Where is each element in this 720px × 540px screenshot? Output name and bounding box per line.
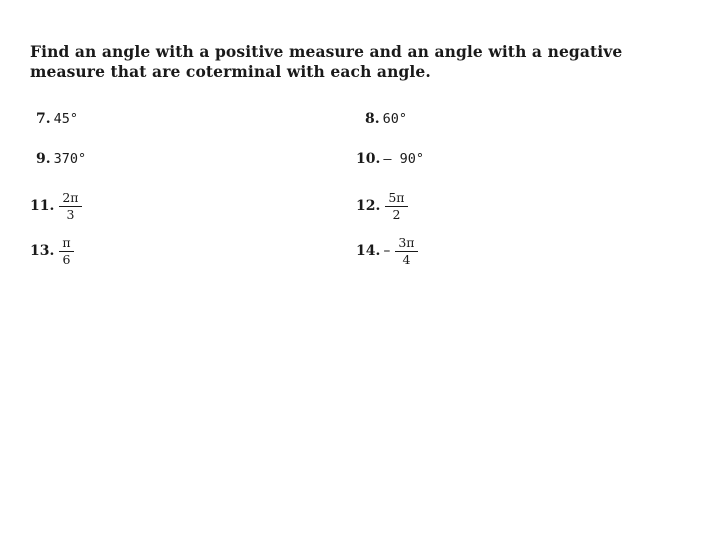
negative-sign: – bbox=[383, 243, 391, 259]
fraction-numerator: 3π bbox=[395, 236, 417, 252]
problem-number: 10. bbox=[356, 151, 381, 167]
angle-value: 370° bbox=[53, 151, 87, 167]
problem-8 bbox=[365, 99, 407, 139]
fraction-numerator: 5π bbox=[385, 191, 407, 207]
problem-number: 9. bbox=[36, 151, 51, 167]
instructions-text: Find an angle with a positive measure and an angle with a negative measure that are coterminal with each angle. bbox=[30, 42, 623, 81]
problem-number: 11. bbox=[30, 198, 55, 214]
problem-12 bbox=[356, 186, 408, 226]
fraction-denominator: 3 bbox=[66, 206, 75, 222]
problem-number: 8. bbox=[365, 111, 380, 127]
angle-value: – 90° bbox=[383, 151, 424, 167]
problem-9 bbox=[36, 139, 86, 179]
problem-14 bbox=[356, 231, 418, 271]
angle-value: 60° bbox=[382, 111, 408, 127]
angle-fraction bbox=[59, 236, 73, 267]
problem-13 bbox=[30, 231, 74, 271]
angle-value: 45° bbox=[53, 111, 79, 127]
fraction-denominator: 2 bbox=[392, 206, 401, 222]
problem-number: 13. bbox=[30, 243, 55, 259]
fraction-denominator: 4 bbox=[402, 251, 411, 267]
problem-11 bbox=[30, 186, 82, 226]
problem-10 bbox=[356, 139, 424, 179]
problem-number: 14. bbox=[356, 243, 381, 259]
fraction-numerator: π bbox=[59, 236, 73, 252]
fraction-numerator: 2π bbox=[59, 191, 81, 207]
angle-fraction bbox=[59, 191, 81, 222]
problem-7 bbox=[36, 99, 78, 139]
angle-fraction bbox=[395, 236, 417, 267]
problem-number: 12. bbox=[356, 198, 381, 214]
problem-number: 7. bbox=[36, 111, 51, 127]
fraction-denominator: 6 bbox=[62, 251, 71, 267]
angle-fraction bbox=[385, 191, 407, 222]
